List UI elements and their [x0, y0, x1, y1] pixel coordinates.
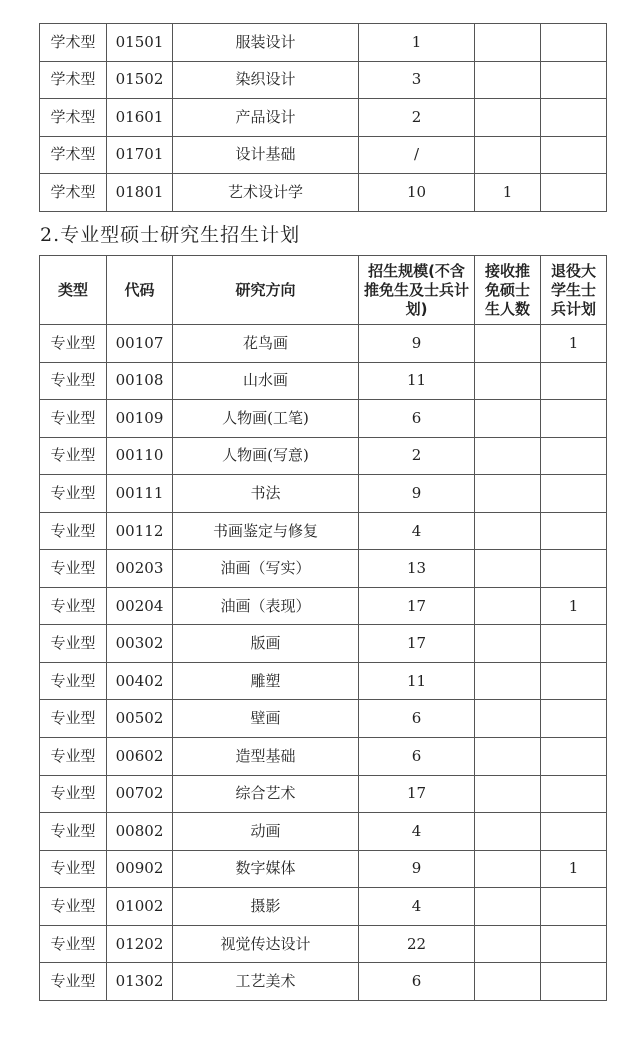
table-header — [40, 256, 607, 325]
cell-direction: 设计基础 — [173, 136, 359, 174]
cell-type: 专业型 — [40, 512, 107, 550]
cell-quota: 3 — [359, 61, 475, 99]
header-direction: 研究方向 — [173, 256, 359, 325]
cell-veteran — [541, 662, 607, 700]
table-row — [40, 963, 607, 1001]
table-row — [40, 550, 607, 588]
cell-recommended — [475, 400, 541, 438]
cell-direction: 综合艺术 — [173, 775, 359, 813]
cell-type: 专业型 — [40, 550, 107, 588]
cell-veteran — [541, 775, 607, 813]
cell-quota: 6 — [359, 738, 475, 776]
cell-veteran — [541, 61, 607, 99]
cell-type: 专业型 — [40, 963, 107, 1001]
cell-type: 专业型 — [40, 925, 107, 963]
header-row — [40, 256, 607, 325]
cell-quota: 17 — [359, 775, 475, 813]
cell-quota: 13 — [359, 550, 475, 588]
cell-direction: 花鸟画 — [173, 325, 359, 363]
cell-veteran — [541, 475, 607, 513]
cell-code: 00107 — [107, 325, 173, 363]
table-row — [40, 587, 607, 625]
cell-veteran — [541, 99, 607, 137]
cell-direction: 山水画 — [173, 362, 359, 400]
cell-veteran: 1 — [541, 587, 607, 625]
cell-quota: 6 — [359, 963, 475, 1001]
cell-direction: 造型基础 — [173, 738, 359, 776]
header-code: 代码 — [107, 256, 173, 325]
cell-quota: 11 — [359, 662, 475, 700]
cell-code: 00302 — [107, 625, 173, 663]
cell-direction: 染织设计 — [173, 61, 359, 99]
cell-direction: 艺术设计学 — [173, 174, 359, 212]
cell-type: 专业型 — [40, 700, 107, 738]
cell-code: 00802 — [107, 813, 173, 851]
cell-recommended — [475, 512, 541, 550]
cell-quota: 9 — [359, 325, 475, 363]
cell-direction: 产品设计 — [173, 99, 359, 137]
cell-direction: 雕塑 — [173, 662, 359, 700]
cell-veteran — [541, 437, 607, 475]
cell-veteran — [541, 362, 607, 400]
cell-recommended — [475, 888, 541, 926]
cell-quota: 4 — [359, 813, 475, 851]
cell-code: 00402 — [107, 662, 173, 700]
cell-veteran — [541, 550, 607, 588]
cell-code: 00203 — [107, 550, 173, 588]
cell-veteran — [541, 400, 607, 438]
cell-direction: 油画（表现） — [173, 587, 359, 625]
cell-recommended — [475, 61, 541, 99]
cell-code: 01502 — [107, 61, 173, 99]
cell-code: 00109 — [107, 400, 173, 438]
cell-recommended — [475, 700, 541, 738]
table-row — [40, 174, 607, 212]
cell-quota: 9 — [359, 475, 475, 513]
table-row — [40, 325, 607, 363]
table-row — [40, 700, 607, 738]
cell-type: 专业型 — [40, 738, 107, 776]
cell-type: 专业型 — [40, 587, 107, 625]
cell-recommended: 1 — [475, 174, 541, 212]
cell-quota: 4 — [359, 512, 475, 550]
cell-veteran — [541, 625, 607, 663]
cell-quota: 10 — [359, 174, 475, 212]
cell-recommended — [475, 437, 541, 475]
cell-direction: 摄影 — [173, 888, 359, 926]
cell-code: 00112 — [107, 512, 173, 550]
cell-code: 01701 — [107, 136, 173, 174]
table-row — [40, 475, 607, 513]
table-row — [40, 136, 607, 174]
cell-veteran — [541, 174, 607, 212]
cell-type: 专业型 — [40, 813, 107, 851]
cell-code: 00502 — [107, 700, 173, 738]
cell-direction: 版画 — [173, 625, 359, 663]
cell-veteran — [541, 738, 607, 776]
cell-code: 01801 — [107, 174, 173, 212]
table-row — [40, 888, 607, 926]
cell-code: 00110 — [107, 437, 173, 475]
cell-quota: 17 — [359, 625, 475, 663]
professional-enrollment-table — [39, 255, 607, 1001]
cell-type: 学术型 — [40, 99, 107, 137]
cell-recommended — [475, 99, 541, 137]
cell-veteran: 1 — [541, 325, 607, 363]
cell-type: 专业型 — [40, 400, 107, 438]
cell-quota: 17 — [359, 587, 475, 625]
cell-type: 专业型 — [40, 325, 107, 363]
cell-direction: 人物画(写意) — [173, 437, 359, 475]
cell-code: 00108 — [107, 362, 173, 400]
cell-quota: 22 — [359, 925, 475, 963]
table-row — [40, 437, 607, 475]
cell-direction: 油画（写实） — [173, 550, 359, 588]
cell-type: 学术型 — [40, 24, 107, 62]
cell-recommended — [475, 662, 541, 700]
cell-recommended — [475, 24, 541, 62]
section-title: 2.专业型硕士研究生招生计划 — [40, 224, 301, 246]
table-row — [40, 512, 607, 550]
cell-direction: 人物画(工笔) — [173, 400, 359, 438]
table-row — [40, 662, 607, 700]
table-row — [40, 400, 607, 438]
cell-type: 专业型 — [40, 662, 107, 700]
cell-veteran — [541, 963, 607, 1001]
table-row — [40, 925, 607, 963]
cell-direction: 服装设计 — [173, 24, 359, 62]
cell-direction: 书法 — [173, 475, 359, 513]
table-row — [40, 99, 607, 137]
cell-recommended — [475, 587, 541, 625]
cell-type: 专业型 — [40, 625, 107, 663]
table-row — [40, 738, 607, 776]
cell-recommended — [475, 362, 541, 400]
cell-quota: 9 — [359, 850, 475, 888]
cell-quota: 11 — [359, 362, 475, 400]
header-recommended: 接收推免硕士生人数 — [475, 256, 541, 325]
cell-recommended — [475, 963, 541, 1001]
cell-recommended — [475, 925, 541, 963]
cell-type: 专业型 — [40, 362, 107, 400]
cell-veteran — [541, 136, 607, 174]
cell-type: 专业型 — [40, 475, 107, 513]
professional-table-body — [40, 325, 607, 1001]
cell-quota: 4 — [359, 888, 475, 926]
cell-recommended — [475, 550, 541, 588]
cell-veteran — [541, 888, 607, 926]
header-type: 类型 — [40, 256, 107, 325]
cell-recommended — [475, 738, 541, 776]
table-row — [40, 61, 607, 99]
cell-code: 00902 — [107, 850, 173, 888]
cell-recommended — [475, 813, 541, 851]
header-veteran: 退役大学生士兵计划 — [541, 256, 607, 325]
cell-direction: 动画 — [173, 813, 359, 851]
cell-code: 01202 — [107, 925, 173, 963]
table-row — [40, 362, 607, 400]
cell-code: 01302 — [107, 963, 173, 1001]
cell-type: 学术型 — [40, 136, 107, 174]
cell-recommended — [475, 136, 541, 174]
cell-quota: 6 — [359, 700, 475, 738]
cell-type: 专业型 — [40, 775, 107, 813]
cell-veteran — [541, 925, 607, 963]
cell-direction: 数字媒体 — [173, 850, 359, 888]
cell-code: 00702 — [107, 775, 173, 813]
cell-code: 00602 — [107, 738, 173, 776]
cell-quota: 2 — [359, 99, 475, 137]
cell-direction: 壁画 — [173, 700, 359, 738]
cell-type: 学术型 — [40, 61, 107, 99]
cell-code: 01601 — [107, 99, 173, 137]
cell-code: 01501 — [107, 24, 173, 62]
cell-quota: 1 — [359, 24, 475, 62]
cell-type: 专业型 — [40, 888, 107, 926]
cell-type: 专业型 — [40, 850, 107, 888]
table-row — [40, 775, 607, 813]
cell-recommended — [475, 775, 541, 813]
cell-code: 01002 — [107, 888, 173, 926]
cell-type: 学术型 — [40, 174, 107, 212]
table-row — [40, 625, 607, 663]
table-row — [40, 850, 607, 888]
cell-quota: / — [359, 136, 475, 174]
cell-direction: 工艺美术 — [173, 963, 359, 1001]
cell-quota: 2 — [359, 437, 475, 475]
cell-quota: 6 — [359, 400, 475, 438]
cell-code: 00111 — [107, 475, 173, 513]
header-quota: 招生规模(不含推免生及士兵计划) — [359, 256, 475, 325]
cell-recommended — [475, 475, 541, 513]
academic-enrollment-table — [39, 23, 607, 212]
cell-veteran: 1 — [541, 850, 607, 888]
cell-recommended — [475, 850, 541, 888]
cell-veteran — [541, 813, 607, 851]
cell-direction: 书画鉴定与修复 — [173, 512, 359, 550]
cell-code: 00204 — [107, 587, 173, 625]
table-row — [40, 24, 607, 62]
cell-recommended — [475, 625, 541, 663]
cell-veteran — [541, 700, 607, 738]
cell-recommended — [475, 325, 541, 363]
cell-veteran — [541, 24, 607, 62]
academic-table-body — [40, 24, 607, 212]
cell-veteran — [541, 512, 607, 550]
table-row — [40, 813, 607, 851]
cell-type: 专业型 — [40, 437, 107, 475]
cell-direction: 视觉传达设计 — [173, 925, 359, 963]
